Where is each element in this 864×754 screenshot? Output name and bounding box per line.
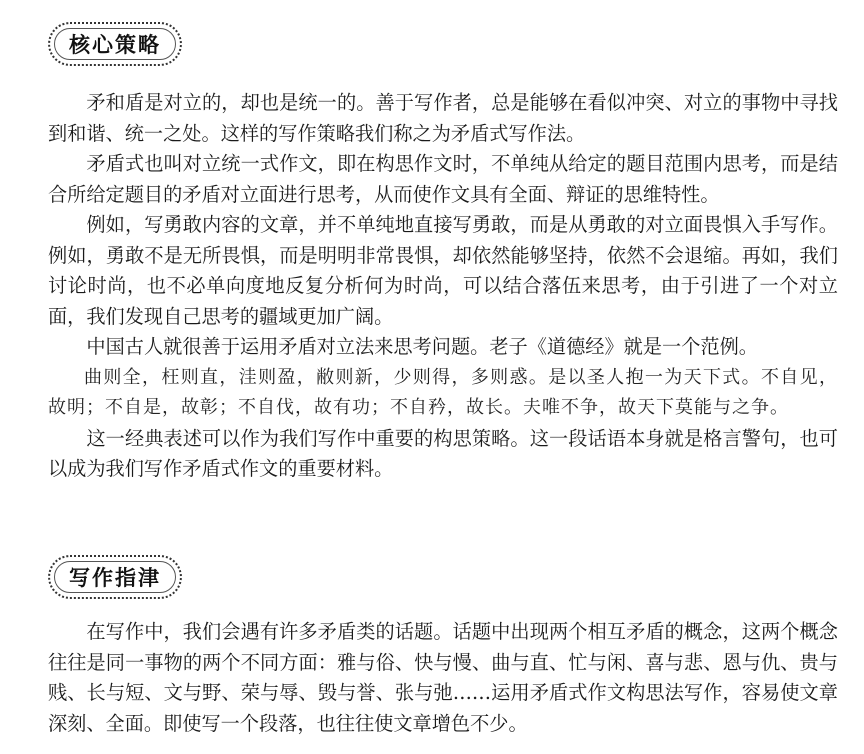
writing-guide-body — [48, 617, 838, 739]
paragraph: 中国古人就很善于运用矛盾对立法来思考问题。老子《道德经》就是一个范例。 — [86, 335, 758, 358]
core-strategy-body — [48, 88, 838, 485]
paragraph: 矛和盾是对立的，却也是统一的。善于写作者，总是能够在看似冲突、对立的事物中寻找到和谐、统一之处。这样的写作策略我们称之为矛盾式写作法。 — [48, 91, 838, 145]
section-title-badge-writing-guide — [48, 555, 182, 599]
paragraph: 矛盾式也叫对立统一式作文，即在构思作文时，不单纯从给定的题目范围内思考，而是结合所给定题目的矛盾对立面进行思考，从而使作文具有全面、辩证的思维特性。 — [48, 152, 838, 206]
section-title: 核心策略 — [69, 33, 161, 57]
paragraph: 这一经典表述可以作为我们写作中重要的构思策略。这一段话语本身就是格言警句，也可以成为我们写作矛盾式作文的重要材料。 — [48, 426, 838, 480]
paragraph: 例如，写勇敢内容的文章，并不单纯地直接写勇敢，而是从勇敢的对立面畏惧入手写作。例如，勇敢不是无所畏惧，而是明明非常畏惧，却依然能够坚持，依然不会退缩。再如，我们讨论时尚，也不必单向度地反复分析何为时尚，可以结合落伍来思考，由于引进了一个对立面，我们发现自己思考的疆域更加广阔。 — [48, 213, 838, 328]
section-title: 写作指津 — [69, 566, 161, 590]
section-title-badge-core-strategy — [48, 22, 182, 66]
paragraph: 在写作中，我们会遇有许多矛盾类的话题。话题中出现两个相互矛盾的概念，这两个概念往往是同一事物的两个不同方面：雅与俗、快与慢、曲与直、忙与闲、喜与悲、恩与仇、贵与贱、长与短、文与野、荣与辱、毁与誉、张与弛……运用矛盾式作文构思法写作，容易使文章深刻、全面。即使写一个段落，也往往使文章增色不少。 — [48, 620, 838, 735]
daodejing-quote: 曲则全，枉则直，洼则盈，敝则新，少则得，多则惑。是以圣人抱一为天下式。不自见，故明；不自是，故彰；不自伐，故有功；不自矜，故长。夫唯不争，故天下莫能与之争。 — [48, 366, 838, 418]
